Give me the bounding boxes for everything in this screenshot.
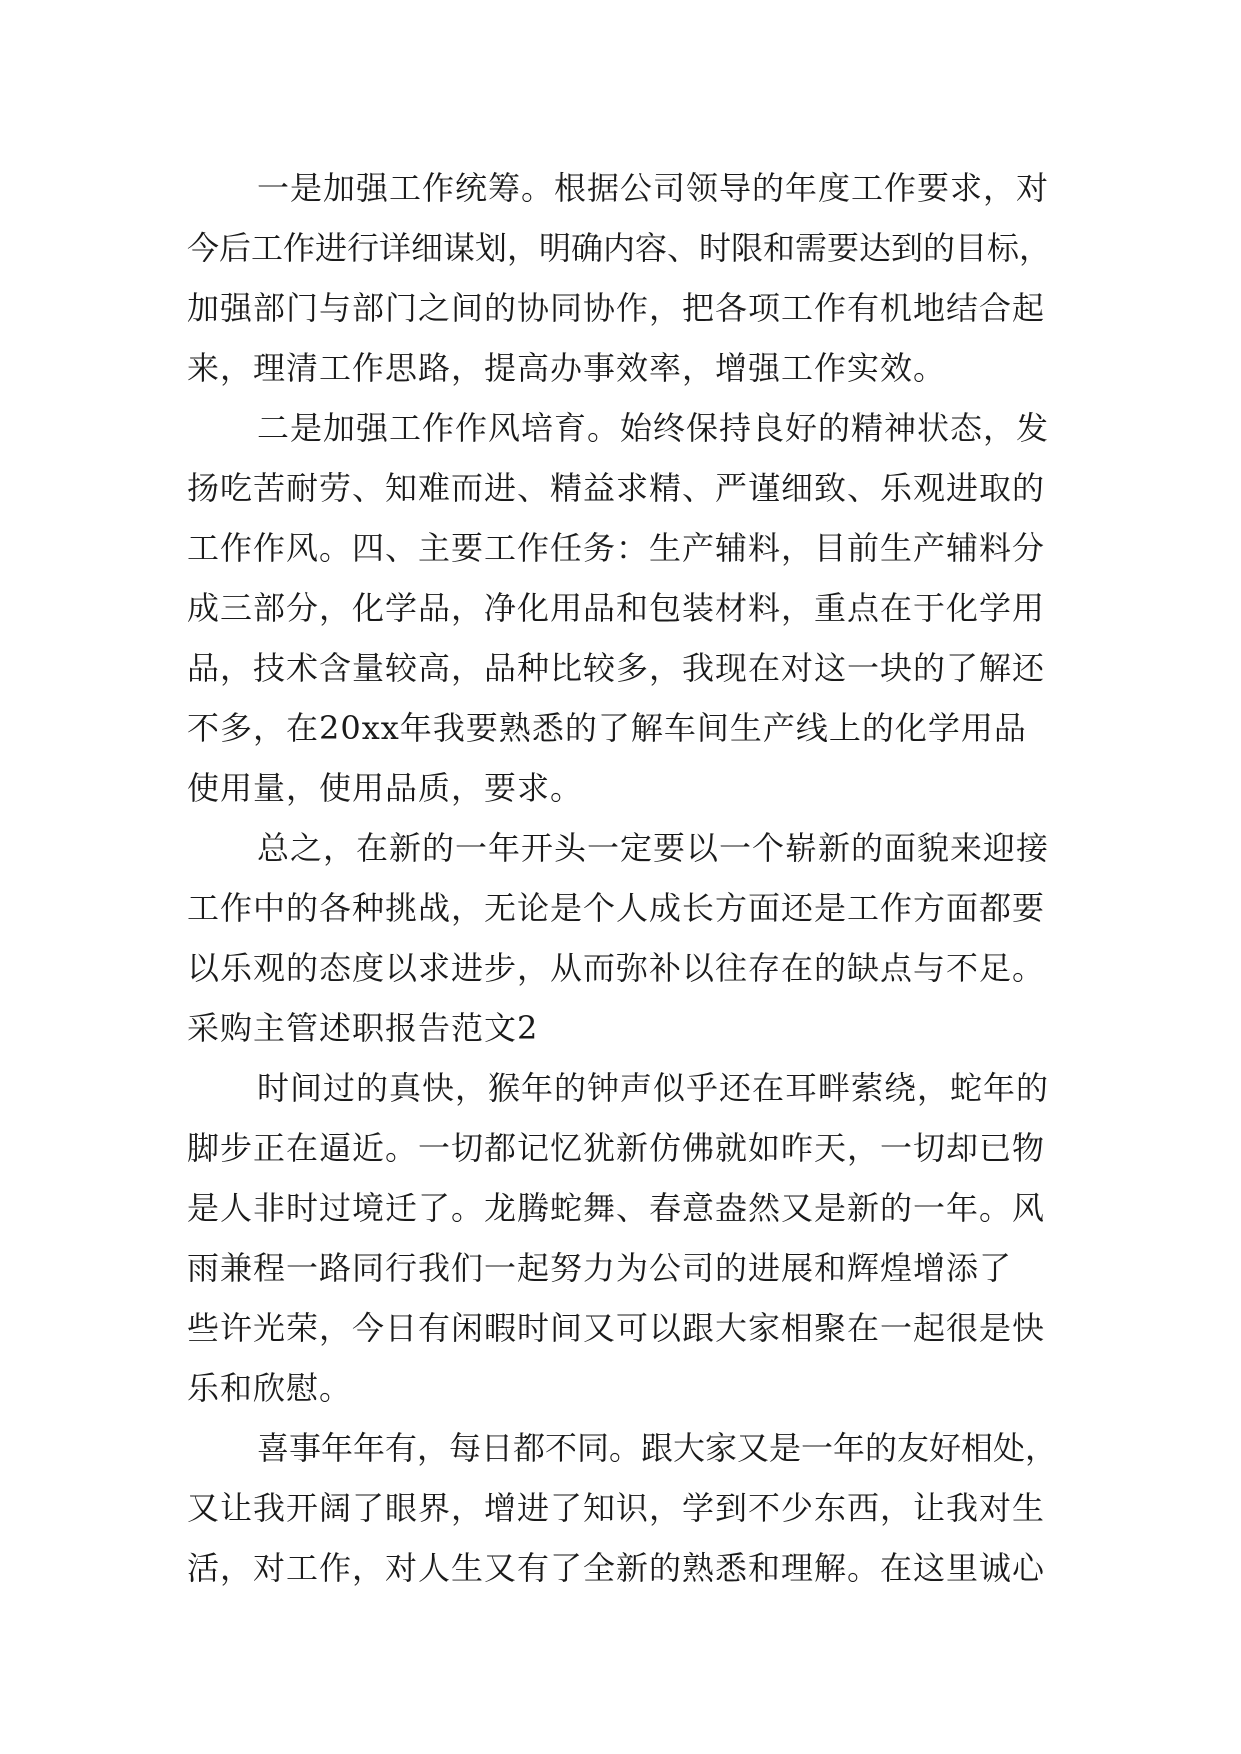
paragraph-line: 二是加强工作作风培育。始终保持良好的精神状态，发 <box>257 409 1050 447</box>
paragraph-line: 喜事年年有，每日都不同。跟大家又是一年的友好相处， <box>257 1429 1058 1467</box>
paragraph-line: 活，对工作，对人生又有了全新的熟悉和理解。在这里诚心 <box>187 1549 1046 1587</box>
paragraph-line: 雨兼程一路同行我们一起努力为公司的进展和辉煌增添了 <box>187 1249 1013 1287</box>
paragraph-line: 使用量，使用品质，要求。 <box>187 769 584 807</box>
paragraph-line: 又让我开阔了眼界，增进了知识，学到不少东西，让我对生 <box>187 1489 1046 1527</box>
section-title: 采购主管述职报告范文2 <box>187 1009 539 1047</box>
paragraph-line: 加强部门与部门之间的协同协作，把各项工作有机地结合起 <box>187 289 1046 327</box>
paragraph-line: 今后工作进行详细谋划，明确内容、时限和需要达到的目标， <box>187 229 1052 267</box>
paragraph-line: 总之，在新的一年开头一定要以一个崭新的面貌来迎接 <box>257 829 1050 867</box>
paragraph-line: 一是加强工作统筹。根据公司领导的年度工作要求，对 <box>257 169 1050 207</box>
paragraph-3 <box>187 818 1057 998</box>
paragraph-line: 来，理清工作思路，提高办事效率，增强工作实效。 <box>187 349 947 387</box>
paragraph-line: 工作中的各种挑战，无论是个人成长方面还是工作方面都要 <box>187 889 1046 927</box>
paragraph-line: 成三部分，化学品，净化用品和包装材料，重点在于化学用 <box>187 589 1046 627</box>
paragraph-1 <box>187 158 1057 398</box>
paragraph-line: 脚步正在逼近。一切都记忆犹新仿佛就如昨天，一切却已物 <box>187 1129 1046 1167</box>
paragraph-line: 扬吃苦耐劳、知难而进、精益求精、严谨细致、乐观进取的 <box>187 469 1046 507</box>
paragraph-line: 工作作风。四、主要工作任务：生产辅料，目前生产辅料分 <box>187 529 1046 567</box>
paragraph-4 <box>187 1058 1057 1418</box>
paragraph-line: 以乐观的态度以求进步，从而弥补以往存在的缺点与不足。 <box>187 949 1046 987</box>
paragraph-5 <box>187 1418 1057 1598</box>
paragraph-line: 些许光荣，今日有闲暇时间又可以跟大家相聚在一起很是快 <box>187 1309 1046 1347</box>
paragraph-line: 品，技术含量较高，品种比较多，我现在对这一块的了解还 <box>187 649 1046 687</box>
paragraph-line: 是人非时过境迁了。龙腾蛇舞、春意盎然又是新的一年。风 <box>187 1189 1046 1227</box>
paragraph-line: 不多，在20xx年我要熟悉的了解车间生产线上的化学用品 <box>187 709 1027 747</box>
paragraph-line: 乐和欣慰。 <box>187 1369 353 1407</box>
document-body <box>187 158 1057 1598</box>
paragraph-line: 时间过的真快，猴年的钟声似乎还在耳畔萦绕，蛇年的 <box>257 1069 1050 1107</box>
paragraph-2 <box>187 398 1057 818</box>
